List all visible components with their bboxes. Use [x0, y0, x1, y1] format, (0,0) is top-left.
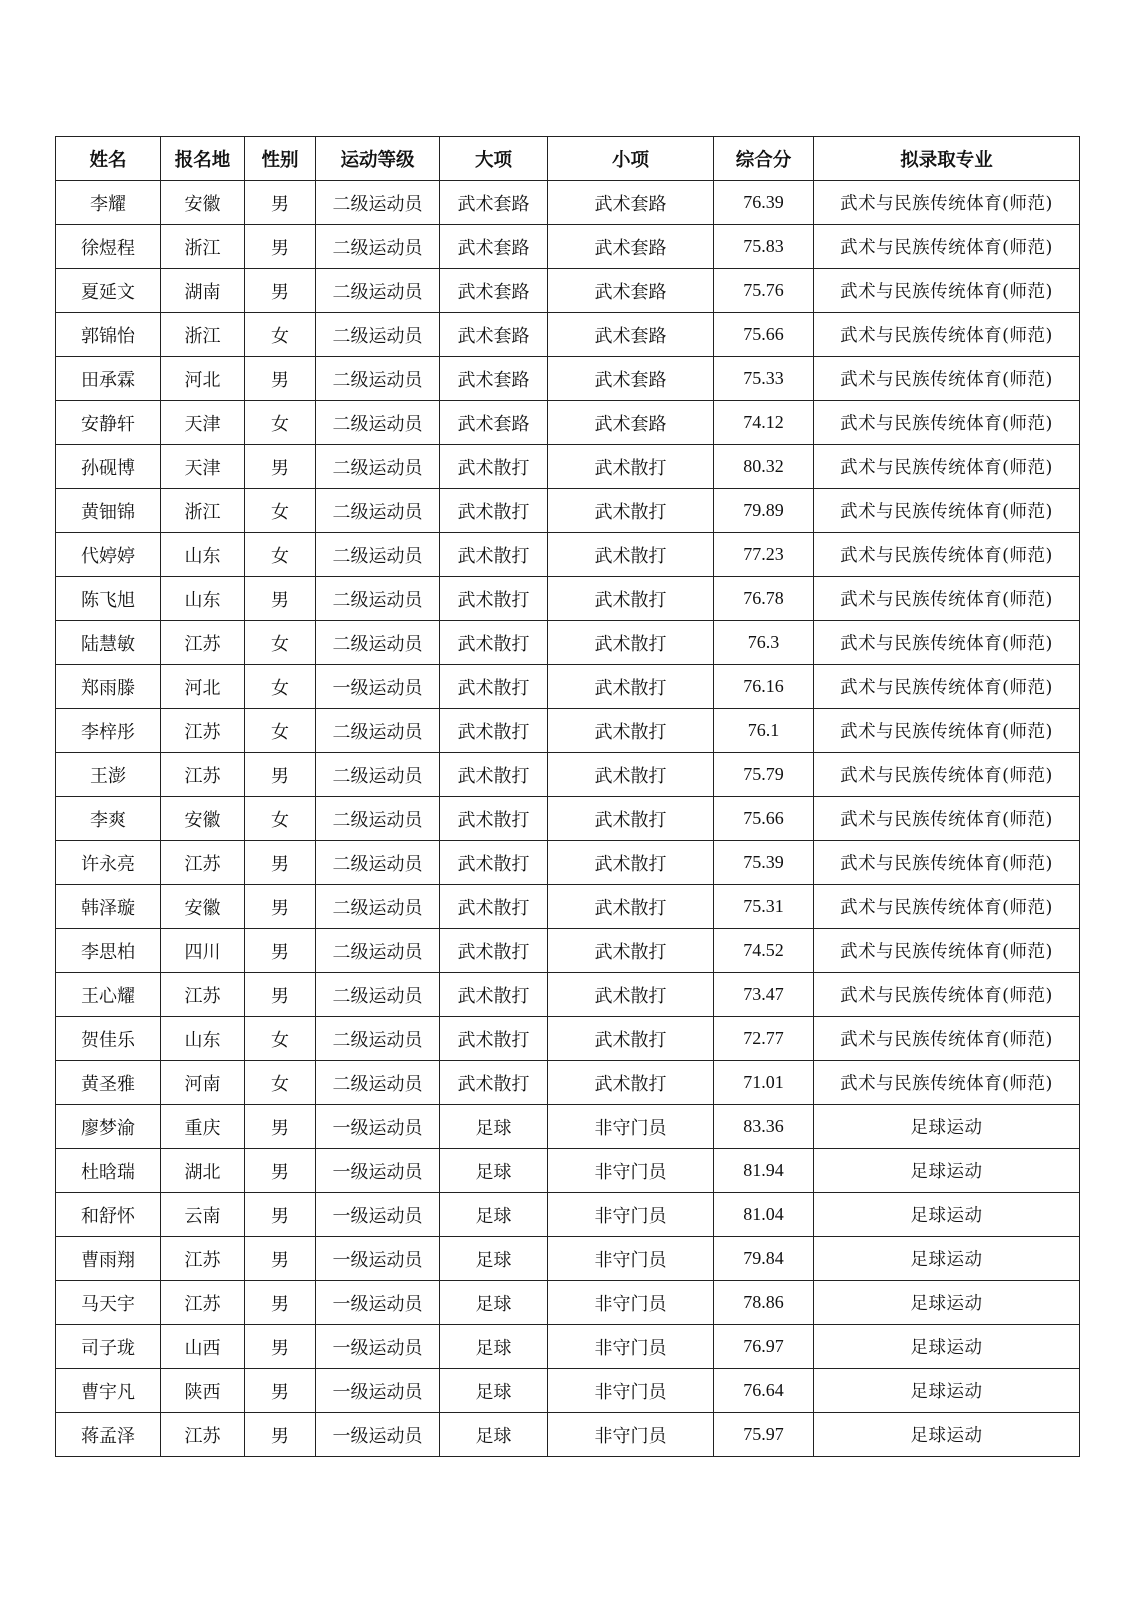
table-row	[56, 665, 1080, 709]
table-row	[56, 621, 1080, 665]
subcategory-cell: 非守门员	[548, 1105, 714, 1149]
subcategory-cell: 武术散打	[548, 973, 714, 1017]
subcategory-cell: 武术散打	[548, 929, 714, 973]
category-cell: 武术散打	[440, 577, 548, 621]
category-cell: 武术散打	[440, 885, 548, 929]
major-cell: 武术与民族传统体育(师范)	[814, 665, 1080, 709]
athlete-level-cell: 二级运动员	[316, 929, 440, 973]
score-cell: 78.86	[714, 1281, 814, 1325]
gender-cell: 男	[245, 885, 316, 929]
name-cell: 蒋孟泽	[56, 1413, 161, 1457]
origin-cell: 山东	[161, 1017, 245, 1061]
major-cell: 武术与民族传统体育(师范)	[814, 357, 1080, 401]
origin-cell: 江苏	[161, 973, 245, 1017]
name-cell: 杜晗瑞	[56, 1149, 161, 1193]
category-cell: 武术散打	[440, 929, 548, 973]
subcategory-cell: 武术散打	[548, 665, 714, 709]
subcategory-cell: 武术套路	[548, 313, 714, 357]
origin-cell: 天津	[161, 401, 245, 445]
gender-cell: 男	[245, 1281, 316, 1325]
subcategory-cell: 武术散打	[548, 753, 714, 797]
major-cell: 武术与民族传统体育(师范)	[814, 269, 1080, 313]
name-cell: 夏延文	[56, 269, 161, 313]
name-cell: 李耀	[56, 181, 161, 225]
athlete-level-cell: 二级运动员	[316, 1061, 440, 1105]
major-cell: 武术与民族传统体育(师范)	[814, 445, 1080, 489]
athlete-level-cell: 一级运动员	[316, 1105, 440, 1149]
score-cell: 79.84	[714, 1237, 814, 1281]
table-row	[56, 973, 1080, 1017]
table-row	[56, 1325, 1080, 1369]
gender-cell: 男	[245, 929, 316, 973]
origin-cell: 河北	[161, 665, 245, 709]
header-cell-score: 综合分	[714, 137, 814, 181]
name-cell: 李梓彤	[56, 709, 161, 753]
score-cell: 75.76	[714, 269, 814, 313]
category-cell: 足球	[440, 1281, 548, 1325]
athlete-level-cell: 二级运动员	[316, 577, 440, 621]
gender-cell: 男	[245, 181, 316, 225]
origin-cell: 陕西	[161, 1369, 245, 1413]
header-cell-athlete-level: 运动等级	[316, 137, 440, 181]
origin-cell: 安徽	[161, 797, 245, 841]
name-cell: 郭锦怡	[56, 313, 161, 357]
gender-cell: 女	[245, 489, 316, 533]
category-cell: 武术散打	[440, 973, 548, 1017]
score-cell: 76.39	[714, 181, 814, 225]
gender-cell: 男	[245, 445, 316, 489]
name-cell: 曹雨翔	[56, 1237, 161, 1281]
major-cell: 武术与民族传统体育(师范)	[814, 929, 1080, 973]
subcategory-cell: 武术套路	[548, 357, 714, 401]
subcategory-cell: 武术套路	[548, 225, 714, 269]
major-cell: 足球运动	[814, 1413, 1080, 1457]
gender-cell: 男	[245, 577, 316, 621]
subcategory-cell: 武术散打	[548, 841, 714, 885]
origin-cell: 湖北	[161, 1149, 245, 1193]
origin-cell: 江苏	[161, 709, 245, 753]
table-row	[56, 1369, 1080, 1413]
subcategory-cell: 武术套路	[548, 181, 714, 225]
score-cell: 76.1	[714, 709, 814, 753]
gender-cell: 男	[245, 1325, 316, 1369]
name-cell: 许永亮	[56, 841, 161, 885]
name-cell: 贺佳乐	[56, 1017, 161, 1061]
subcategory-cell: 武术散打	[548, 1017, 714, 1061]
name-cell: 李爽	[56, 797, 161, 841]
header-cell-name: 姓名	[56, 137, 161, 181]
major-cell: 武术与民族传统体育(师范)	[814, 797, 1080, 841]
major-cell: 武术与民族传统体育(师范)	[814, 885, 1080, 929]
athlete-level-cell: 一级运动员	[316, 1325, 440, 1369]
category-cell: 武术散打	[440, 489, 548, 533]
category-cell: 足球	[440, 1369, 548, 1413]
subcategory-cell: 武术散打	[548, 1061, 714, 1105]
gender-cell: 男	[245, 1413, 316, 1457]
category-cell: 武术散打	[440, 621, 548, 665]
origin-cell: 山西	[161, 1325, 245, 1369]
score-cell: 71.01	[714, 1061, 814, 1105]
table-row	[56, 1281, 1080, 1325]
name-cell: 孙砚博	[56, 445, 161, 489]
subcategory-cell: 武术散打	[548, 489, 714, 533]
major-cell: 足球运动	[814, 1193, 1080, 1237]
athlete-level-cell: 二级运动员	[316, 753, 440, 797]
origin-cell: 山东	[161, 577, 245, 621]
gender-cell: 女	[245, 665, 316, 709]
athlete-level-cell: 二级运动员	[316, 973, 440, 1017]
subcategory-cell: 非守门员	[548, 1237, 714, 1281]
subcategory-cell: 非守门员	[548, 1281, 714, 1325]
athlete-level-cell: 二级运动员	[316, 225, 440, 269]
athlete-level-cell: 一级运动员	[316, 665, 440, 709]
gender-cell: 男	[245, 225, 316, 269]
header-cell-gender: 性别	[245, 137, 316, 181]
score-cell: 75.33	[714, 357, 814, 401]
major-cell: 足球运动	[814, 1237, 1080, 1281]
category-cell: 武术散打	[440, 709, 548, 753]
major-cell: 武术与民族传统体育(师范)	[814, 841, 1080, 885]
table-row	[56, 841, 1080, 885]
athlete-level-cell: 一级运动员	[316, 1193, 440, 1237]
athlete-level-cell: 二级运动员	[316, 401, 440, 445]
subcategory-cell: 非守门员	[548, 1193, 714, 1237]
athlete-level-cell: 一级运动员	[316, 1281, 440, 1325]
name-cell: 马天宇	[56, 1281, 161, 1325]
score-cell: 83.36	[714, 1105, 814, 1149]
name-cell: 李思柏	[56, 929, 161, 973]
athlete-level-cell: 二级运动员	[316, 489, 440, 533]
athlete-level-cell: 二级运动员	[316, 533, 440, 577]
score-cell: 77.23	[714, 533, 814, 577]
subcategory-cell: 武术散打	[548, 445, 714, 489]
origin-cell: 湖南	[161, 269, 245, 313]
score-cell: 74.52	[714, 929, 814, 973]
score-cell: 75.31	[714, 885, 814, 929]
score-cell: 76.3	[714, 621, 814, 665]
major-cell: 武术与民族传统体育(师范)	[814, 577, 1080, 621]
major-cell: 武术与民族传统体育(师范)	[814, 753, 1080, 797]
category-cell: 武术散打	[440, 1061, 548, 1105]
table-row	[56, 1061, 1080, 1105]
major-cell: 武术与民族传统体育(师范)	[814, 401, 1080, 445]
athlete-level-cell: 二级运动员	[316, 1017, 440, 1061]
table-row	[56, 313, 1080, 357]
athlete-level-cell: 一级运动员	[316, 1369, 440, 1413]
gender-cell: 男	[245, 269, 316, 313]
subcategory-cell: 武术散打	[548, 885, 714, 929]
origin-cell: 江苏	[161, 1413, 245, 1457]
athlete-level-cell: 二级运动员	[316, 357, 440, 401]
major-cell: 武术与民族传统体育(师范)	[814, 973, 1080, 1017]
major-cell: 足球运动	[814, 1149, 1080, 1193]
major-cell: 武术与民族传统体育(师范)	[814, 313, 1080, 357]
category-cell: 武术套路	[440, 181, 548, 225]
origin-cell: 安徽	[161, 181, 245, 225]
origin-cell: 江苏	[161, 753, 245, 797]
category-cell: 武术散打	[440, 533, 548, 577]
table-row	[56, 269, 1080, 313]
origin-cell: 江苏	[161, 621, 245, 665]
origin-cell: 山东	[161, 533, 245, 577]
subcategory-cell: 非守门员	[548, 1325, 714, 1369]
name-cell: 廖梦渝	[56, 1105, 161, 1149]
category-cell: 武术套路	[440, 357, 548, 401]
header-cell-major: 拟录取专业	[814, 137, 1080, 181]
major-cell: 武术与民族传统体育(师范)	[814, 621, 1080, 665]
score-cell: 75.83	[714, 225, 814, 269]
category-cell: 武术散打	[440, 841, 548, 885]
admission-table	[55, 136, 1080, 1457]
origin-cell: 四川	[161, 929, 245, 973]
table-row	[56, 885, 1080, 929]
subcategory-cell: 武术散打	[548, 709, 714, 753]
name-cell: 陈飞旭	[56, 577, 161, 621]
origin-cell: 河南	[161, 1061, 245, 1105]
table-row	[56, 929, 1080, 973]
category-cell: 武术套路	[440, 313, 548, 357]
category-cell: 武术散打	[440, 1017, 548, 1061]
score-cell: 75.39	[714, 841, 814, 885]
header-row	[56, 137, 1080, 181]
category-cell: 武术散打	[440, 797, 548, 841]
gender-cell: 女	[245, 401, 316, 445]
table-row	[56, 1193, 1080, 1237]
origin-cell: 江苏	[161, 1237, 245, 1281]
name-cell: 代婷婷	[56, 533, 161, 577]
table-row	[56, 1237, 1080, 1281]
table-row	[56, 1017, 1080, 1061]
name-cell: 郑雨滕	[56, 665, 161, 709]
name-cell: 黄圣雅	[56, 1061, 161, 1105]
score-cell: 74.12	[714, 401, 814, 445]
gender-cell: 男	[245, 973, 316, 1017]
header-cell-category: 大项	[440, 137, 548, 181]
gender-cell: 女	[245, 313, 316, 357]
athlete-level-cell: 二级运动员	[316, 313, 440, 357]
header-cell-origin: 报名地	[161, 137, 245, 181]
major-cell: 武术与民族传统体育(师范)	[814, 1061, 1080, 1105]
table-row	[56, 445, 1080, 489]
origin-cell: 江苏	[161, 841, 245, 885]
gender-cell: 男	[245, 753, 316, 797]
table-header	[56, 137, 1080, 181]
category-cell: 足球	[440, 1237, 548, 1281]
table-row	[56, 401, 1080, 445]
name-cell: 黄钿锦	[56, 489, 161, 533]
name-cell: 田承霖	[56, 357, 161, 401]
subcategory-cell: 非守门员	[548, 1413, 714, 1457]
origin-cell: 重庆	[161, 1105, 245, 1149]
table-row	[56, 489, 1080, 533]
gender-cell: 女	[245, 621, 316, 665]
category-cell: 足球	[440, 1193, 548, 1237]
gender-cell: 女	[245, 533, 316, 577]
subcategory-cell: 武术套路	[548, 269, 714, 313]
gender-cell: 女	[245, 709, 316, 753]
gender-cell: 男	[245, 1105, 316, 1149]
athlete-level-cell: 二级运动员	[316, 445, 440, 489]
gender-cell: 女	[245, 797, 316, 841]
athlete-level-cell: 二级运动员	[316, 621, 440, 665]
gender-cell: 男	[245, 841, 316, 885]
score-cell: 80.32	[714, 445, 814, 489]
name-cell: 韩泽璇	[56, 885, 161, 929]
table-row	[56, 797, 1080, 841]
score-cell: 75.66	[714, 313, 814, 357]
major-cell: 足球运动	[814, 1105, 1080, 1149]
athlete-level-cell: 一级运动员	[316, 1237, 440, 1281]
major-cell: 武术与民族传统体育(师范)	[814, 225, 1080, 269]
origin-cell: 浙江	[161, 313, 245, 357]
category-cell: 武术套路	[440, 401, 548, 445]
header-cell-subcategory: 小项	[548, 137, 714, 181]
name-cell: 司子珑	[56, 1325, 161, 1369]
category-cell: 足球	[440, 1325, 548, 1369]
table-row	[56, 357, 1080, 401]
major-cell: 足球运动	[814, 1281, 1080, 1325]
category-cell: 足球	[440, 1149, 548, 1193]
origin-cell: 江苏	[161, 1281, 245, 1325]
score-cell: 75.79	[714, 753, 814, 797]
subcategory-cell: 武术散打	[548, 533, 714, 577]
table-row	[56, 1105, 1080, 1149]
gender-cell: 男	[245, 1369, 316, 1413]
origin-cell: 安徽	[161, 885, 245, 929]
major-cell: 武术与民族传统体育(师范)	[814, 489, 1080, 533]
name-cell: 王澎	[56, 753, 161, 797]
origin-cell: 河北	[161, 357, 245, 401]
name-cell: 和舒怀	[56, 1193, 161, 1237]
subcategory-cell: 武术散打	[548, 621, 714, 665]
major-cell: 武术与民族传统体育(师范)	[814, 709, 1080, 753]
table-row	[56, 533, 1080, 577]
major-cell: 武术与民族传统体育(师范)	[814, 533, 1080, 577]
score-cell: 79.89	[714, 489, 814, 533]
major-cell: 武术与民族传统体育(师范)	[814, 1017, 1080, 1061]
name-cell: 曹宇凡	[56, 1369, 161, 1413]
score-cell: 76.64	[714, 1369, 814, 1413]
table-body	[56, 181, 1080, 1457]
table-row	[56, 1149, 1080, 1193]
gender-cell: 男	[245, 1193, 316, 1237]
score-cell: 76.16	[714, 665, 814, 709]
origin-cell: 云南	[161, 1193, 245, 1237]
category-cell: 武术套路	[440, 225, 548, 269]
score-cell: 81.04	[714, 1193, 814, 1237]
origin-cell: 浙江	[161, 489, 245, 533]
athlete-level-cell: 二级运动员	[316, 269, 440, 313]
origin-cell: 天津	[161, 445, 245, 489]
gender-cell: 男	[245, 357, 316, 401]
athlete-level-cell: 二级运动员	[316, 841, 440, 885]
gender-cell: 男	[245, 1149, 316, 1193]
score-cell: 73.47	[714, 973, 814, 1017]
subcategory-cell: 武术散打	[548, 797, 714, 841]
athlete-level-cell: 二级运动员	[316, 709, 440, 753]
subcategory-cell: 武术套路	[548, 401, 714, 445]
name-cell: 安静轩	[56, 401, 161, 445]
athlete-level-cell: 二级运动员	[316, 885, 440, 929]
score-cell: 76.97	[714, 1325, 814, 1369]
score-cell: 72.77	[714, 1017, 814, 1061]
name-cell: 王心耀	[56, 973, 161, 1017]
score-cell: 76.78	[714, 577, 814, 621]
score-cell: 75.97	[714, 1413, 814, 1457]
gender-cell: 女	[245, 1061, 316, 1105]
athlete-level-cell: 二级运动员	[316, 797, 440, 841]
category-cell: 武术散打	[440, 665, 548, 709]
table-row	[56, 577, 1080, 621]
category-cell: 武术套路	[440, 269, 548, 313]
table-row	[56, 1413, 1080, 1457]
name-cell: 徐煜程	[56, 225, 161, 269]
major-cell: 足球运动	[814, 1325, 1080, 1369]
origin-cell: 浙江	[161, 225, 245, 269]
athlete-level-cell: 一级运动员	[316, 1149, 440, 1193]
table-row	[56, 181, 1080, 225]
major-cell: 武术与民族传统体育(师范)	[814, 181, 1080, 225]
category-cell: 足球	[440, 1413, 548, 1457]
name-cell: 陆慧敏	[56, 621, 161, 665]
gender-cell: 女	[245, 1017, 316, 1061]
gender-cell: 男	[245, 1237, 316, 1281]
score-cell: 81.94	[714, 1149, 814, 1193]
subcategory-cell: 武术散打	[548, 577, 714, 621]
category-cell: 足球	[440, 1105, 548, 1149]
score-cell: 75.66	[714, 797, 814, 841]
subcategory-cell: 非守门员	[548, 1369, 714, 1413]
table-row	[56, 753, 1080, 797]
subcategory-cell: 非守门员	[548, 1149, 714, 1193]
category-cell: 武术散打	[440, 753, 548, 797]
major-cell: 足球运动	[814, 1369, 1080, 1413]
table-row	[56, 225, 1080, 269]
category-cell: 武术散打	[440, 445, 548, 489]
athlete-level-cell: 二级运动员	[316, 181, 440, 225]
table-row	[56, 709, 1080, 753]
athlete-level-cell: 一级运动员	[316, 1413, 440, 1457]
